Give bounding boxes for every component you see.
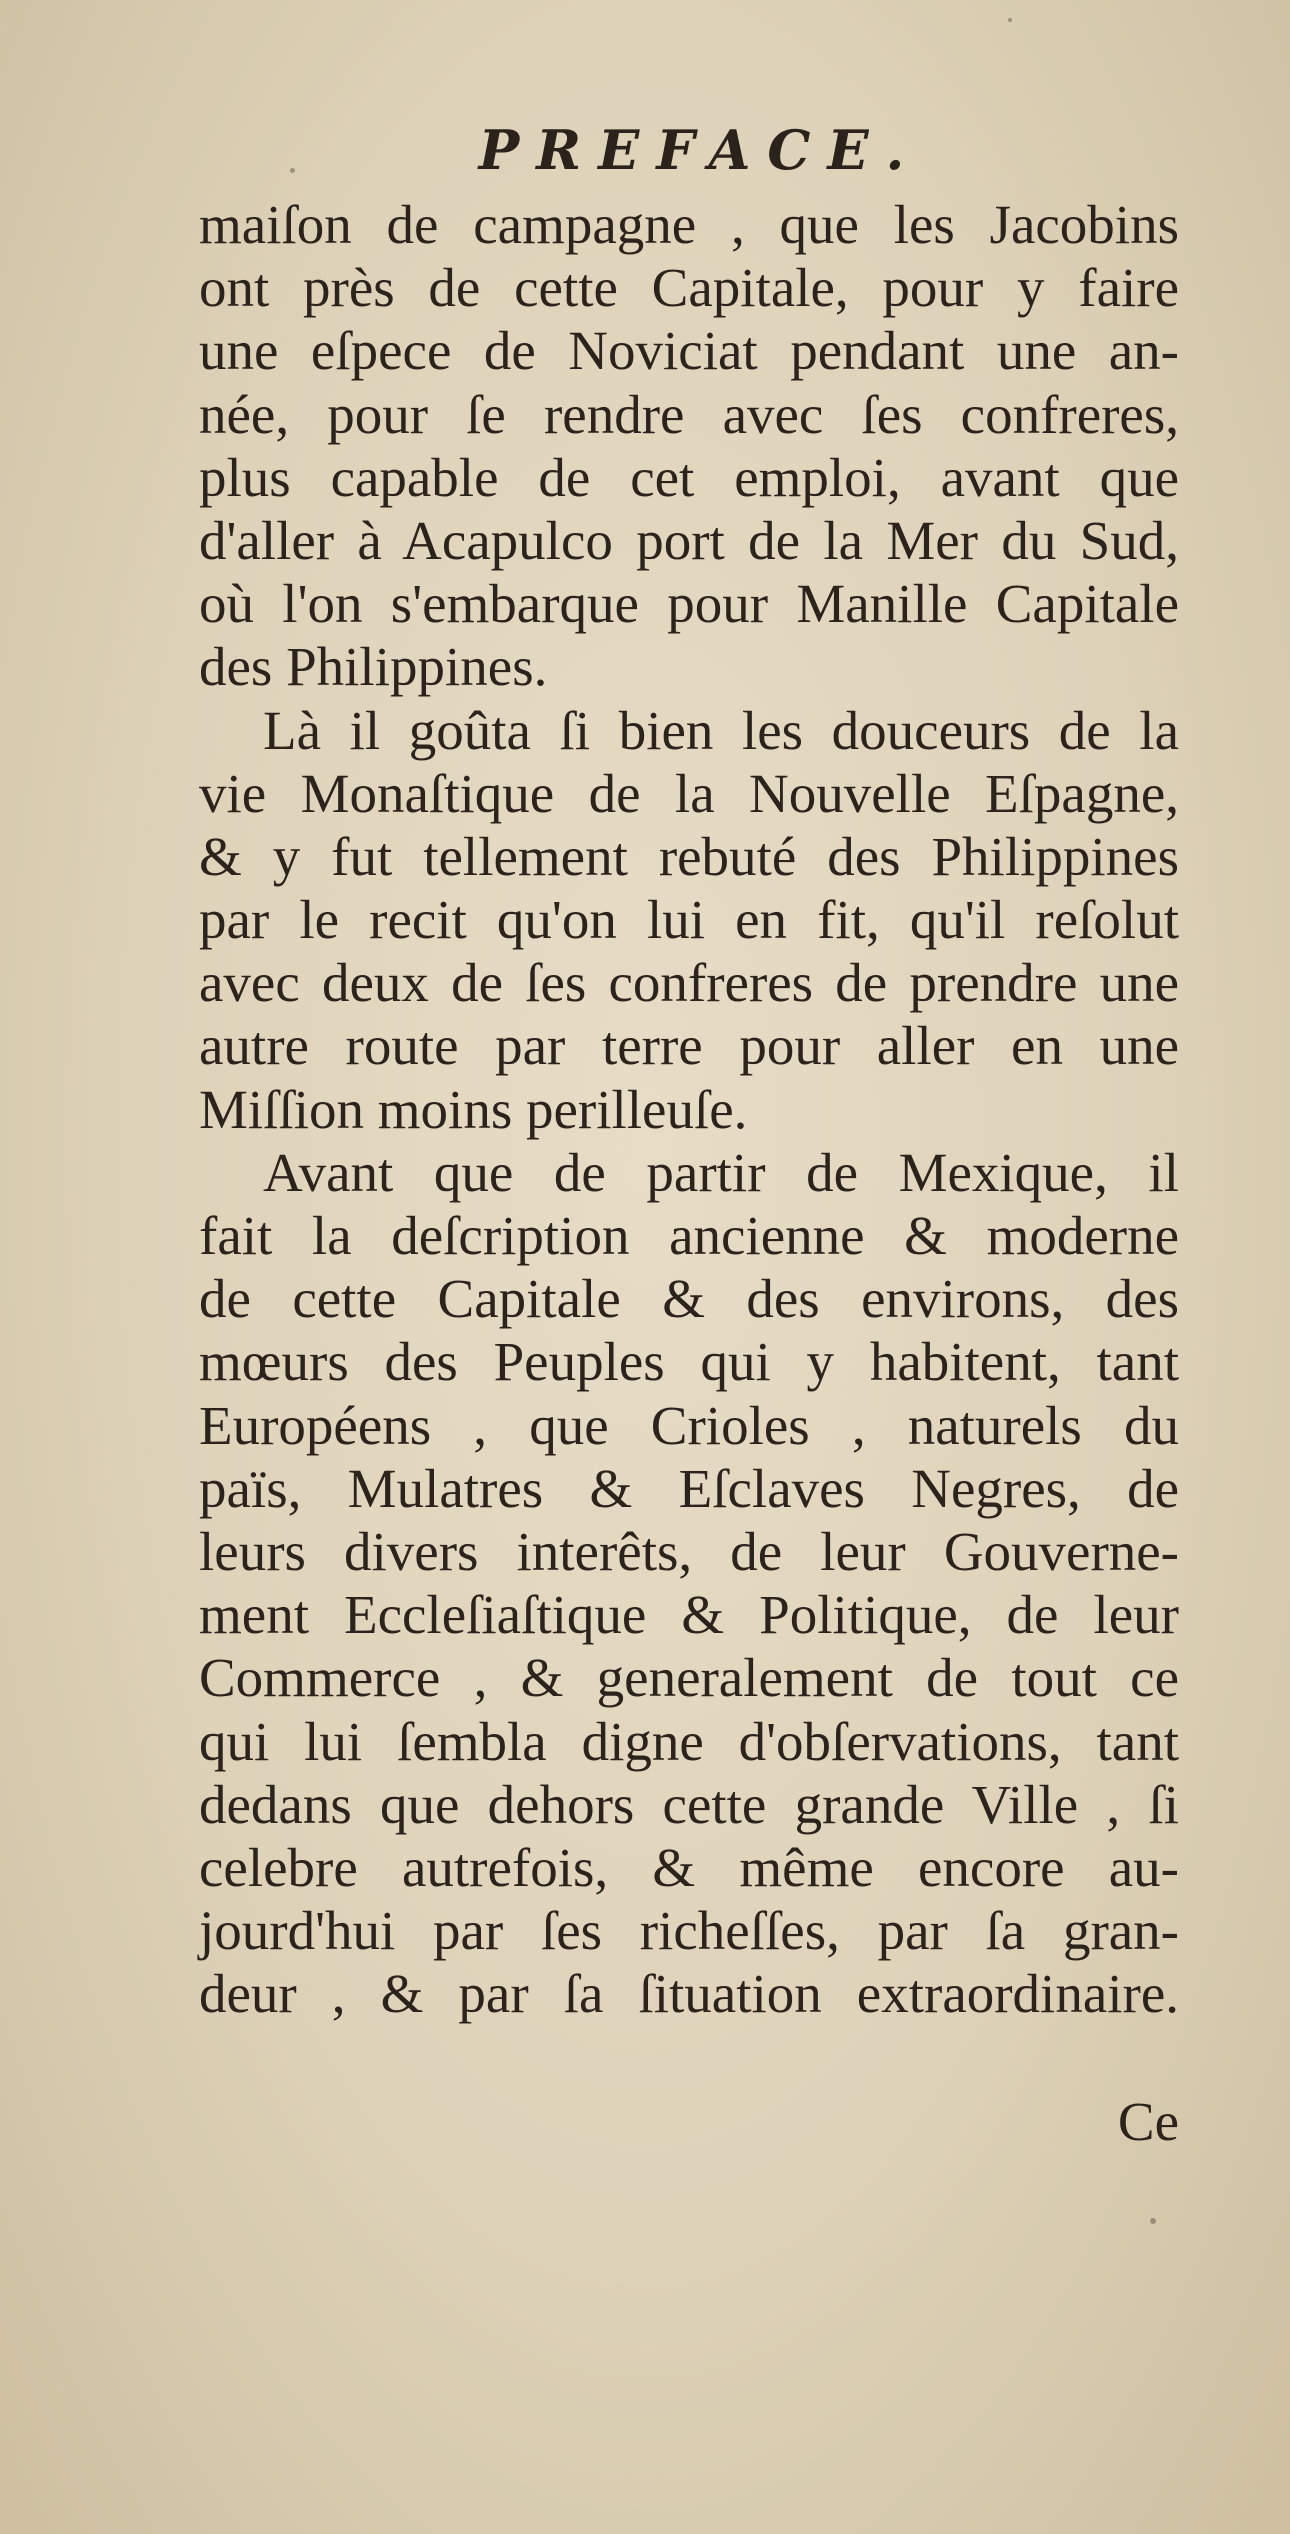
paper-speck — [1150, 2218, 1156, 2224]
text-line: ment Eccleſiaſtique & Politique, de leur — [199, 1584, 1179, 1646]
text-line: une eſpece de Noviciat pendant une an- — [199, 320, 1179, 382]
running-header — [0, 118, 1290, 182]
text-line: par le recit qu'on lui en fit, qu'il reſolut — [199, 889, 1179, 951]
text-line: née, pour ſe rendre avec ſes confreres, — [199, 383, 1179, 445]
text-line: vie Monaſtique de la Nouvelle Eſpagne, — [199, 762, 1179, 824]
text-line: celebre autrefois, & même encore au- — [199, 1836, 1179, 1898]
running-title: PREFACE. — [478, 118, 922, 182]
text-line: leurs divers interêts, de leur Gouverne- — [199, 1520, 1179, 1582]
text-line: plus capable de cet emploi, avant que — [199, 446, 1179, 508]
text-line: qui lui ſembla digne d'obſervations, tant — [199, 1710, 1179, 1772]
paper-speck — [1008, 18, 1012, 22]
paper-speck — [290, 168, 295, 173]
text-line: d'aller à Acapulco port de la Mer du Sud, — [199, 509, 1179, 571]
body-text — [199, 193, 1179, 2025]
text-line: des Philippines. — [199, 636, 548, 698]
text-line: où l'on s'embarque pour Manille Capitale — [199, 573, 1179, 635]
text-line: mœurs des Peuples qui y habitent, tant — [199, 1331, 1179, 1393]
text-line: Européens , que Crioles , naturels du — [199, 1394, 1179, 1456]
text-line: païs, Mulatres & Eſclaves Negres, de — [199, 1457, 1179, 1519]
text-line: Commerce , & generalement de tout ce — [199, 1647, 1179, 1709]
text-line: autre route par terre pour aller en une — [199, 1015, 1179, 1077]
catchword: Ce — [1117, 2091, 1179, 2152]
text-line: maiſon de campagne , que les Jacobins — [199, 194, 1179, 255]
text-line: Miſſion moins perilleuſe. — [199, 1078, 748, 1140]
text-line: dedans que dehors cette grande Ville , ſi — [199, 1773, 1179, 1835]
text-line: de cette Capitale & des environs, des — [199, 1268, 1179, 1330]
text-line: jourd'hui par ſes richeſſes, par ſa gran- — [199, 1900, 1179, 1962]
text-line: fait la deſcription ancienne & moderne — [199, 1205, 1179, 1266]
text-line: & y fut tellement rebuté des Philippines — [199, 825, 1179, 887]
text-line: avec deux de ſes confreres de prendre une — [199, 952, 1179, 1014]
paragraph-start-line: Avant que de partir de Mexique, il — [263, 1141, 1179, 1203]
text-line: deur , & par ſa ſituation extraordinaire. — [199, 1963, 1179, 2025]
text-line: ont près de cette Capitale, pour y faire — [199, 257, 1179, 319]
paragraph-start-line: Là il goûta ſi bien les douceurs de la — [263, 699, 1179, 761]
